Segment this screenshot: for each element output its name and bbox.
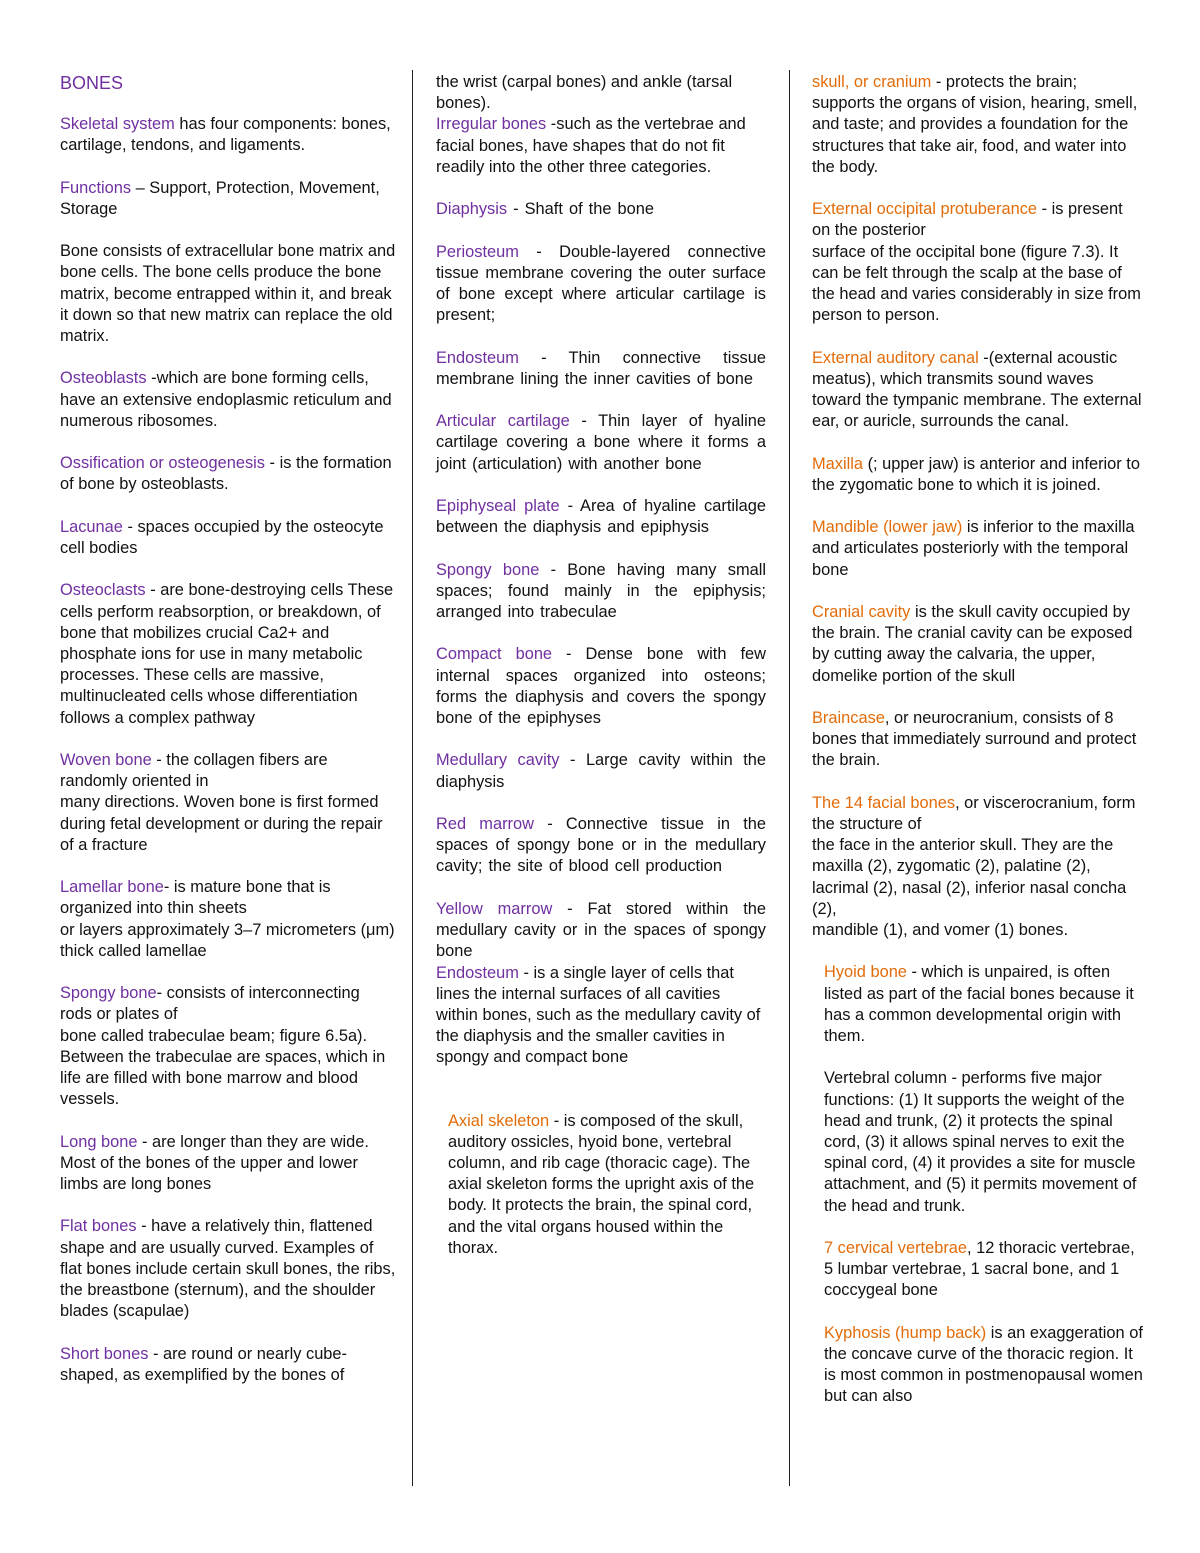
column-left [60, 72, 396, 1407]
definition-woven-bone-1: - the collagen fibers are randomly oriented in [60, 750, 328, 791]
term-cervical-vertebrae: 7 cervical vertebrae [824, 1239, 968, 1258]
term-kyphosis: Kyphosis (hump back) [824, 1323, 987, 1342]
term-spongy-bone: Spongy bone [60, 984, 157, 1003]
paragraph-long-bone [60, 1132, 396, 1196]
definition-irregular-bones: -such as the vertebrae and facial bones, have shapes that do not fit readily into the other three categories. [436, 115, 746, 176]
term-long-bone: Long bone [60, 1132, 138, 1151]
term-periosteum: Periosteum [436, 242, 519, 261]
paragraph-skeletal-system [60, 114, 396, 156]
term-osteoblasts: Osteoblasts [60, 369, 147, 388]
definition-long-bone: - are longer than they are wide. Most of the bones of the upper and lower limbs are long bones [60, 1132, 369, 1193]
term-endosteum: Endosteum [436, 348, 519, 367]
paragraph-mandible [812, 517, 1144, 581]
definition-mandible: is inferior to the maxilla and articulates posteriorly with the temporal bone [812, 518, 1135, 579]
definition-periosteum: - Double-layered connective tissue membrane covering the outer surface of bone except where articular cartilage is present; [436, 242, 766, 325]
paragraph-red-marrow [436, 814, 766, 878]
definition-skeletal-system: has four components: bones, cartilage, tendons, and ligaments. [60, 115, 391, 155]
term-axial-skeleton: Axial skeleton [448, 1111, 550, 1130]
definition-hyoid-bone: - which is unpaired, is often listed as part of the facial bones because it has a common developmental origin with them. [824, 963, 1134, 1046]
paragraph-hyoid-bone [824, 962, 1144, 1047]
definition-compact-bone: - Dense bone with few internal spaces organized into osteons; forms the diaphysis and covers the spongy bone of the epiphyses [436, 645, 766, 727]
paragraph-functions [60, 178, 396, 220]
paragraph-kyphosis [824, 1323, 1144, 1408]
term-hyoid-bone: Hyoid bone [824, 963, 907, 982]
paragraph-maxilla [812, 454, 1144, 496]
term-lacunae: Lacunae [60, 517, 123, 536]
paragraph-osteoclasts [60, 580, 396, 728]
paragraph-endosteum-layer [436, 963, 766, 1069]
term-skull: skull, or cranium [812, 73, 932, 91]
paragraph-braincase [812, 708, 1144, 772]
definition-yellow-marrow: - Fat stored within the medullary cavity or in the spaces of spongy bone [436, 899, 766, 961]
paragraph-spongy-bone-def [436, 560, 766, 624]
paragraph-irregular-bones [436, 114, 766, 178]
paragraph-spongy-bone [60, 983, 396, 1110]
term-ossification: Ossification or osteogenesis [60, 454, 265, 473]
definition-braincase: , or neurocranium, consists of 8 bones that immediately surround and protect the brain. [812, 709, 1137, 770]
definition-facial-bones-1: , or viscerocranium, form the structure of [812, 793, 1136, 833]
definition-epiphyseal-plate: - Area of hyaline cartilage between the diaphysis and epiphysis [436, 496, 767, 537]
paragraph-periosteum [436, 242, 766, 327]
definition-lacunae: - spaces occupied by the osteocyte cell bodies [60, 517, 384, 557]
column-middle [436, 72, 766, 1280]
paragraph-woven-bone [60, 750, 396, 856]
term-functions: Functions [60, 178, 132, 197]
paragraph-articular-cartilage [436, 411, 766, 475]
term-red-marrow: Red marrow [436, 814, 534, 833]
definition-occipital-protuberance-1: - is present on the posterior [812, 200, 1123, 240]
term-mandible: Mandible (lower jaw) [812, 518, 963, 537]
paragraph-skull [812, 72, 1144, 178]
definition-kyphosis: is an exaggeration of the concave curve of the thoracic region. It is most common in postmenopausal women but can also [824, 1323, 1143, 1406]
definition-flat-bones: - have a relatively thin, flattened shape and are usually curved. Examples of flat bones include certain skull bones, the ribs, the breastbone (sternum), and the shoulder blades (scapulae) [60, 1217, 396, 1321]
term-osteoclasts: Osteoclasts [60, 581, 146, 600]
page-title: BONES [60, 73, 124, 93]
term-diaphysis: Diaphysis [436, 200, 508, 219]
definition-endosteum: - Thin connective tissue membrane lining the inner cavities of bone [436, 348, 766, 388]
term-cranial-cavity: Cranial cavity [812, 603, 911, 621]
definition-endosteum-layer: - is a single layer of cells that lines the internal surfaces of all cavities within bones, such as the medullary cavity of the diaphysis and the smaller cavities in spongy and compact bone [436, 963, 761, 1067]
paragraph-facial-bones [812, 793, 1144, 941]
definition-diaphysis: - Shaft of the bone [507, 200, 654, 219]
definition-woven-bone-2: many directions. Woven bone is first formed during fetal development or during the repair of a fracture [60, 793, 383, 854]
column-right [812, 72, 1144, 1429]
paragraph-compact-bone [436, 644, 766, 729]
definition-osteoblasts: -which are bone forming cells, have an extensive endoplasmic reticulum and numerous ribosomes. [60, 369, 392, 430]
paragraph-osteoblasts [60, 368, 396, 432]
term-articular-cartilage: Articular cartilage [436, 412, 570, 431]
paragraph-epiphyseal-plate [436, 496, 766, 538]
paragraph-ossification [60, 453, 396, 495]
term-lamellar-bone: Lamellar bone [60, 878, 164, 897]
paragraph-yellow-marrow [436, 899, 766, 963]
paragraph-diaphysis [436, 199, 766, 220]
definition-auditory-canal: -(external acoustic meatus), which transmits sound waves toward the tympanic membrane. The external ear, or auricle, surrounds the canal. [812, 348, 1142, 431]
paragraph-endosteum [436, 348, 766, 390]
column-divider-right [789, 70, 790, 1486]
term-flat-bones: Flat bones [60, 1217, 137, 1236]
definition-lamellar-bone-2: or layers approximately 3–7 micrometers (μm) thick called lamellae [60, 920, 395, 960]
term-short-bones: Short bones [60, 1344, 149, 1363]
definition-spongy-bone-def: - Bone having many small spaces; found mainly in the epiphysis; arranged into trabeculae [436, 560, 767, 621]
term-medullary-cavity: Medullary cavity [436, 751, 560, 770]
term-compact-bone: Compact bone [436, 645, 553, 664]
definition-spongy-bone-2: bone called trabeculae beam; figure 6.5a). Between the trabeculae are spaces, which in life are filled with bone marrow and blood vessels. [60, 1026, 386, 1109]
paragraph-cervical-vertebrae [824, 1238, 1144, 1302]
term-yellow-marrow: Yellow marrow [436, 899, 553, 918]
definition-facial-bones-3: mandible (1), and vomer (1) bones. [812, 921, 1068, 940]
definition-ossification: - is the formation of bone by osteoblasts. [60, 454, 392, 494]
definition-cervical-vertebrae: , 12 thoracic vertebrae, 5 lumbar vertebrae, 1 sacral bone, and 1 coccygeal bone [824, 1239, 1135, 1300]
term-maxilla: Maxilla [812, 454, 864, 473]
paragraph-cranial-cavity [812, 602, 1144, 687]
definition-occipital-protuberance-2: surface of the occipital bone (figure 7.3). It can be felt through the scalp at the base of the head and varies considerably in size from person to person. [812, 242, 1141, 325]
term-spongy-bone-def: Spongy bone [436, 560, 540, 579]
paragraph-bone-matrix: Bone consists of extracellular bone matrix and bone cells. The bone cells produce the bone matrix, become entrapped within it, and break it down so that new matrix can replace the old matrix. [60, 242, 396, 345]
definition-facial-bones-2: the face in the anterior skull. They are the maxilla (2), zygomatic (2), palatine (2), lacrimal (2), nasal (2), inferior nasal concha (2), [812, 836, 1127, 918]
term-woven-bone: Woven bone [60, 750, 152, 769]
definition-osteoclasts: - are bone-destroying cells These cells perform reabsorption, or breakdown, of bone that mobilizes crucial Ca2+ and phosphate ions for use in many metabolic processes. These cells are massive, multinucleated cells whose differentiation follows a complex pathway [60, 581, 394, 727]
term-skeletal-system: Skeletal system [60, 115, 175, 133]
definition-skull: - protects the brain; supports the organs of vision, hearing, smell, and taste; and provides a foundation for the structures that take air, food, and water into the body. [812, 73, 1138, 176]
definition-maxilla-1: (; upper jaw) is anterior and inferior to [863, 454, 1140, 473]
term-endosteum-layer: Endosteum [436, 963, 519, 982]
definition-cranial-cavity: is the skull cavity occupied by the brain. The cranial cavity can be exposed by cutting away the calvaria, the upper, domelike portion of the skull [812, 603, 1133, 685]
term-occipital-protuberance: External occipital protuberance [812, 200, 1038, 219]
definition-red-marrow: - Connective tissue in the spaces of spongy bone or in the medullary cavity; the site of blood cell production [436, 814, 766, 876]
term-auditory-canal: External auditory canal [812, 348, 979, 367]
definition-medullary-cavity: - Large cavity within the diaphysis [436, 751, 766, 791]
definition-spongy-bone-1: - consists of interconnecting rods or plates of [60, 984, 360, 1024]
paragraph-axial-skeleton [448, 1111, 766, 1259]
paragraph-wrist-continued: the wrist (carpal bones) and ankle (tarsal bones). [436, 73, 733, 113]
definition-maxilla-2: the zygomatic bone to which it is joined. [812, 475, 1101, 494]
definition-articular-cartilage: - Thin layer of hyaline cartilage covering a bone where it forms a joint (articulation) with another bone [436, 412, 767, 473]
definition-axial-skeleton: - is composed of the skull, auditory ossicles, hyoid bone, vertebral column, and rib cage (thoracic cage). The axial skeleton forms the upright axis of the body. It protects the brain, the spinal cord, and the vital organs housed within the thorax. [448, 1111, 755, 1257]
term-braincase: Braincase [812, 709, 885, 727]
paragraph-vertebral-column: Vertebral column - performs five major functions: (1) It supports the weight of the head and trunk, (2) it protects the spinal cord, (3) it allows spinal nerves to exit the spinal cord, (4) it provides a site for muscle attachment, and (5) it permits movement of the head and trunk. [824, 1069, 1137, 1215]
term-irregular-bones: Irregular bones [436, 115, 547, 134]
paragraph-lamellar-bone [60, 877, 396, 962]
definition-functions: – Support, Protection, Movement, Storage [60, 178, 380, 218]
column-divider-left [412, 70, 413, 1486]
paragraph-auditory-canal [812, 348, 1144, 433]
term-epiphyseal-plate: Epiphyseal plate [436, 496, 560, 515]
paragraph-occipital-protuberance [812, 199, 1144, 326]
definition-short-bones: - are round or nearly cube-shaped, as exemplified by the bones of [60, 1344, 347, 1384]
paragraph-short-bones [60, 1344, 396, 1386]
term-facial-bones: The 14 facial bones [812, 793, 956, 812]
paragraph-lacunae [60, 517, 396, 559]
definition-lamellar-bone-1: - is mature bone that is organized into thin sheets [60, 878, 331, 918]
paragraph-medullary-cavity [436, 750, 766, 792]
paragraph-flat-bones [60, 1216, 396, 1322]
